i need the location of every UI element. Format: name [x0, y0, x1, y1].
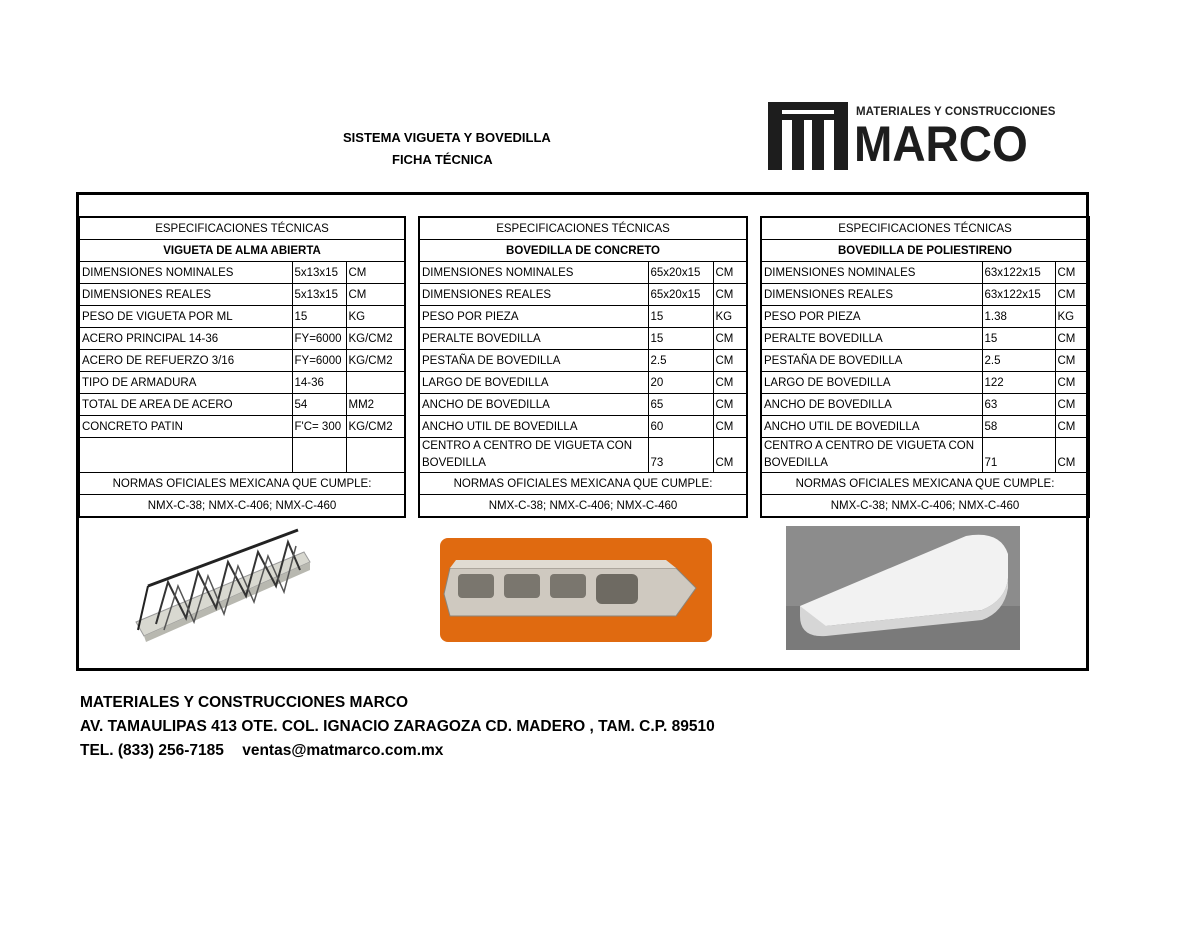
spec-value: 1.38: [982, 306, 1055, 328]
spec-label: DIMENSIONES REALES: [79, 284, 292, 306]
footer-contact: [80, 742, 457, 760]
table-row: [761, 262, 1089, 284]
spec-label: TOTAL DE AREA DE ACERO: [79, 394, 292, 416]
spec-value: 65x20x15: [648, 262, 713, 284]
product-name: BOVEDILLA DE POLIESTIRENO: [761, 240, 1089, 262]
spec-label: PESTAÑA DE BOVEDILLA: [419, 350, 648, 372]
spec-label: DIMENSIONES REALES: [761, 284, 982, 306]
spec-label: DIMENSIONES NOMINALES: [419, 262, 648, 284]
spec-value: 65: [648, 394, 713, 416]
footer-phone: TEL. (833) 256-7185: [80, 742, 224, 759]
spec-unit: KG: [1055, 306, 1089, 328]
table-row: [419, 394, 747, 416]
spec-table-bovedilla-poliestireno: [760, 216, 1090, 518]
spec-table-vigueta: [78, 216, 406, 518]
norms-label: NORMAS OFICIALES MEXICANA QUE CUMPLE:: [419, 473, 747, 495]
spec-label: ANCHO DE BOVEDILLA: [419, 394, 648, 416]
spec-value: 14-36: [292, 372, 346, 394]
spec-unit: KG/CM2: [346, 416, 405, 438]
spec-label: ANCHO DE BOVEDILLA: [761, 394, 982, 416]
table-row: [79, 350, 405, 372]
spec-unit: CM: [713, 416, 747, 438]
table-row: [419, 262, 747, 284]
logo-name: MARCO: [854, 116, 1028, 172]
spec-label: DIMENSIONES NOMINALES: [761, 262, 982, 284]
norms-list: NMX-C-38; NMX-C-406; NMX-C-460: [419, 495, 747, 518]
document-subtitle: FICHA TÉCNICA: [392, 152, 493, 167]
table-row: [761, 306, 1089, 328]
table-row: [419, 438, 747, 473]
spec-label: CENTRO A CENTRO DE VIGUETA CON BOVEDILLA: [761, 438, 982, 473]
spec-unit: CM: [346, 262, 405, 284]
spec-label: DIMENSIONES NOMINALES: [79, 262, 292, 284]
product-name: VIGUETA DE ALMA ABIERTA: [79, 240, 405, 262]
table-row: [79, 394, 405, 416]
spec-unit: KG/CM2: [346, 350, 405, 372]
spec-value: 63x122x15: [982, 262, 1055, 284]
spec-unit: CM: [1055, 262, 1089, 284]
spec-value: 54: [292, 394, 346, 416]
spec-value: 15: [292, 306, 346, 328]
logo-m-icon: [768, 98, 850, 172]
table-row: [761, 416, 1089, 438]
spec-value: 15: [648, 328, 713, 350]
spec-header: ESPECIFICACIONES TÉCNICAS: [79, 217, 405, 240]
table-row: [761, 438, 1089, 473]
spec-unit: CM: [713, 328, 747, 350]
spec-unit: KG/CM2: [346, 328, 405, 350]
spec-value: FY=6000: [292, 350, 346, 372]
spec-unit: CM: [713, 284, 747, 306]
table-row: [419, 328, 747, 350]
spec-value: 2.5: [982, 350, 1055, 372]
table-row: [761, 284, 1089, 306]
spec-value: [292, 438, 346, 473]
spec-label: PESO DE VIGUETA POR ML: [79, 306, 292, 328]
logo-subtitle: MATERIALES Y CONSTRUCCIONES: [856, 106, 1056, 118]
table-row: [419, 306, 747, 328]
spec-value: 15: [982, 328, 1055, 350]
spec-value: 5x13x15: [292, 284, 346, 306]
footer-address: AV. TAMAULIPAS 413 OTE. COL. IGNACIO ZARAGOZA CD. MADERO , TAM. C.P. 89510: [80, 718, 715, 735]
spec-unit: MM2: [346, 394, 405, 416]
spec-header: ESPECIFICACIONES TÉCNICAS: [419, 217, 747, 240]
table-row: [419, 350, 747, 372]
table-row: [761, 350, 1089, 372]
spec-label: PERALTE BOVEDILLA: [419, 328, 648, 350]
table-row: [761, 372, 1089, 394]
table-row: [79, 284, 405, 306]
spec-unit: CM: [1055, 394, 1089, 416]
table-row: [79, 372, 405, 394]
table-row: [79, 416, 405, 438]
spec-unit: CM: [1055, 438, 1089, 473]
spec-unit: CM: [713, 372, 747, 394]
spec-value: 58: [982, 416, 1055, 438]
spec-label: [79, 438, 292, 473]
spec-value: F'C= 300: [292, 416, 346, 438]
spec-value: FY=6000: [292, 328, 346, 350]
spec-value: 122: [982, 372, 1055, 394]
product-name: BOVEDILLA DE CONCRETO: [419, 240, 747, 262]
spec-unit: [346, 372, 405, 394]
table-row: [419, 416, 747, 438]
spec-label: PERALTE BOVEDILLA: [761, 328, 982, 350]
spec-label: CONCRETO PATIN: [79, 416, 292, 438]
spec-label: TIPO DE ARMADURA: [79, 372, 292, 394]
spec-unit: CM: [713, 262, 747, 284]
spec-value: 20: [648, 372, 713, 394]
spec-unit: CM: [346, 284, 405, 306]
spec-unit: CM: [1055, 284, 1089, 306]
spec-value: 5x13x15: [292, 262, 346, 284]
spec-unit: CM: [713, 438, 747, 473]
footer-company: MATERIALES Y CONSTRUCCIONES MARCO: [80, 694, 409, 711]
spec-label: ACERO PRINCIPAL 14-36: [79, 328, 292, 350]
spec-value: 73: [648, 438, 713, 473]
spec-value: 65x20x15: [648, 284, 713, 306]
spec-unit: KG: [713, 306, 747, 328]
company-logo: [768, 98, 1056, 174]
table-row: [79, 306, 405, 328]
table-row: [79, 328, 405, 350]
spec-label: PESO POR PIEZA: [419, 306, 648, 328]
document-title: SISTEMA VIGUETA Y BOVEDILLA: [343, 130, 551, 145]
spec-unit: CM: [1055, 350, 1089, 372]
norms-label: NORMAS OFICIALES MEXICANA QUE CUMPLE:: [761, 473, 1089, 495]
spec-label: LARGO DE BOVEDILLA: [761, 372, 982, 394]
norms-list: NMX-C-38; NMX-C-406; NMX-C-460: [79, 495, 405, 518]
spec-unit: CM: [1055, 416, 1089, 438]
spec-unit: CM: [1055, 328, 1089, 350]
spec-label: ANCHO UTIL DE BOVEDILLA: [419, 416, 648, 438]
spec-label: ACERO DE REFUERZO 3/16: [79, 350, 292, 372]
spec-label: LARGO DE BOVEDILLA: [419, 372, 648, 394]
spec-value: 63: [982, 394, 1055, 416]
spec-label: PESTAÑA DE BOVEDILLA: [761, 350, 982, 372]
spec-unit: CM: [1055, 372, 1089, 394]
bovedilla-poliestireno-image: [786, 526, 1020, 650]
spec-value: 71: [982, 438, 1055, 473]
table-row: [79, 438, 405, 473]
spec-unit: KG: [346, 306, 405, 328]
spec-unit: CM: [713, 350, 747, 372]
table-row: [419, 372, 747, 394]
spec-unit: [346, 438, 405, 473]
spec-label: CENTRO A CENTRO DE VIGUETA CON BOVEDILLA: [419, 438, 648, 473]
norms-label: NORMAS OFICIALES MEXICANA QUE CUMPLE:: [79, 473, 405, 495]
spec-header: ESPECIFICACIONES TÉCNICAS: [761, 217, 1089, 240]
vigueta-image: [128, 526, 314, 644]
spec-table-bovedilla-concreto: [418, 216, 748, 518]
table-row: [761, 394, 1089, 416]
norms-list: NMX-C-38; NMX-C-406; NMX-C-460: [761, 495, 1089, 518]
spec-value: 15: [648, 306, 713, 328]
bovedilla-concreto-image: [440, 538, 712, 642]
spec-label: PESO POR PIEZA: [761, 306, 982, 328]
spec-value: 60: [648, 416, 713, 438]
table-row: [761, 328, 1089, 350]
table-row: [419, 284, 747, 306]
footer-email[interactable]: ventas@matmarco.com.mx: [242, 742, 444, 759]
spec-value: 63x122x15: [982, 284, 1055, 306]
spec-unit: CM: [713, 394, 747, 416]
spec-label: DIMENSIONES REALES: [419, 284, 648, 306]
spec-label: ANCHO UTIL DE BOVEDILLA: [761, 416, 982, 438]
spec-value: 2.5: [648, 350, 713, 372]
table-row: [79, 262, 405, 284]
